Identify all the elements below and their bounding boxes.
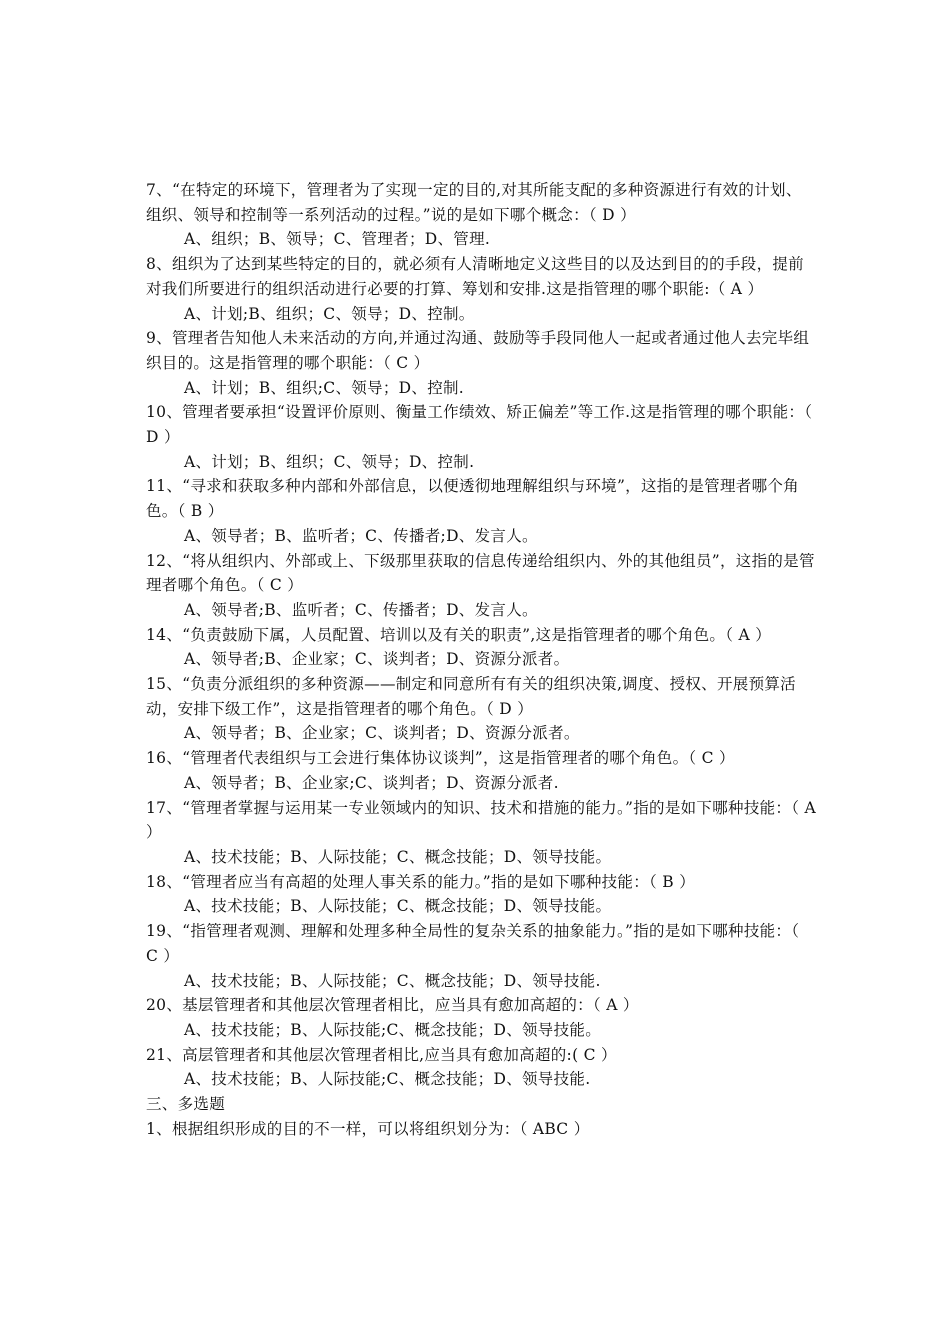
question-options: A、技术技能；B、人际技能；C、概念技能；D、领导技能。 [184, 847, 612, 866]
question-text: 20、基层管理者和其他层次管理者相比，应当具有愈加高超的：（ A ） [146, 996, 639, 1015]
question-options: A、计划;B、组织；C、领导；D、控制。 [184, 304, 475, 323]
question-options: A、技术技能；B、人际技能;C、概念技能；D、领导技能. [184, 1070, 591, 1089]
question-options: A、领导者;B、企业家；C、谈判者；D、资源分派者。 [184, 650, 570, 669]
question-options: A、领导者；B、监听者；C、传播者;D、发言人。 [184, 526, 538, 545]
question-text: 10、管理者要承担“设置评价原则、衡量工作绩效、矫正偏差”等工作.这是指管理的哪个职能：（ D ） [146, 403, 813, 447]
question-options: A、技术技能；B、人际技能;C、概念技能；D、领导技能。 [184, 1020, 601, 1039]
question-text: 17、“管理者掌握与运用某一专业领域内的知识、技术和措施的能力。”指的是如下哪种技能：（ A ） [146, 798, 816, 842]
question-multi-1: 1、根据组织形成的目的不一样，可以将组织划分为：（ ABC ） [146, 1119, 590, 1138]
question-text: 7、“在特定的环境下，管理者为了实现一定的目的,对其所能支配的多种资源进行有效的计划、组织、领导和控制等一系列活动的过程。”说的是如下哪个概念：（ D ） [146, 181, 802, 224]
question-list [146, 178, 816, 1092]
question-options: A、技术技能；B、人际技能；C、概念技能；D、领导技能. [184, 971, 601, 990]
question-options: A、组织；B、领导；C、管理者；D、管理. [184, 230, 491, 249]
question-text: 16、“管理者代表组织与工会进行集体协议谈判”，这是指管理者的哪个角色。（ C ） [146, 749, 735, 768]
question-text: 8、组织为了达到某些特定的目的，就必须有人清晰地定义这些目的以及达到目的的手段，提前对我们所要进行的组织活动进行必要的打算、筹划和安排.这是指管理的哪个职能:（ A ） [146, 255, 804, 298]
document-page [146, 178, 816, 1141]
question-options: A、计划；B、组织;C、领导；D、控制. [184, 378, 465, 397]
question-text: 19、“指管理者观测、理解和处理多种全局性的复杂关系的抽象能力。”指的是如下哪种技能：（ C ） [146, 922, 800, 965]
question-text: 12、“将从组织内、外部或上、下级那里获取的信息传递给组织内、外的其他组员”，这指的是管理者哪个角色。（ C ） [146, 551, 815, 595]
question-options: A、领导者；B、企业家；C、谈判者；D、资源分派者。 [184, 724, 580, 743]
question-options: A、领导者；B、企业家;C、谈判者；D、资源分派者. [184, 773, 559, 792]
question-options: A、技术技能；B、人际技能；C、概念技能；D、领导技能。 [184, 897, 612, 916]
question-options: A、计划；B、组织；C、领导；D、控制. [184, 452, 475, 471]
question-text: 18、“管理者应当有高超的处理人事关系的能力。”指的是如下哪种技能：（ B ） [146, 872, 696, 891]
question-text: 15、“负责分派组织的多种资源——制定和同意所有有关的组织决策,调度、授权、开展预算活动，安排下级工作”，这是指管理者的哪个角色。（ D ） [146, 675, 796, 718]
section-title: 三、多选题 [146, 1095, 226, 1114]
question-text: 9、管理者告知他人未来活动的方向,并通过沟通、鼓励等手段同他人一起或者通过他人去完毕组织目的。这是指管理的哪个职能：（ C ） [146, 329, 810, 372]
question-text: 21、高层管理者和其他层次管理者相比,应当具有愈加高超的:( C ） [146, 1045, 617, 1064]
question-text: 11、“寻求和获取多种内部和外部信息，以便透彻地理解组织与环境”，这指的是管理者哪个角色。（ B ） [146, 477, 799, 521]
question-options: A、领导者;B、监听者；C、传播者；D、发言人。 [184, 600, 538, 619]
question-text: 14、“负责鼓励下属，人员配置、培训以及有关的职责”,这是指管理者的哪个角色。（ A ） [146, 625, 771, 644]
